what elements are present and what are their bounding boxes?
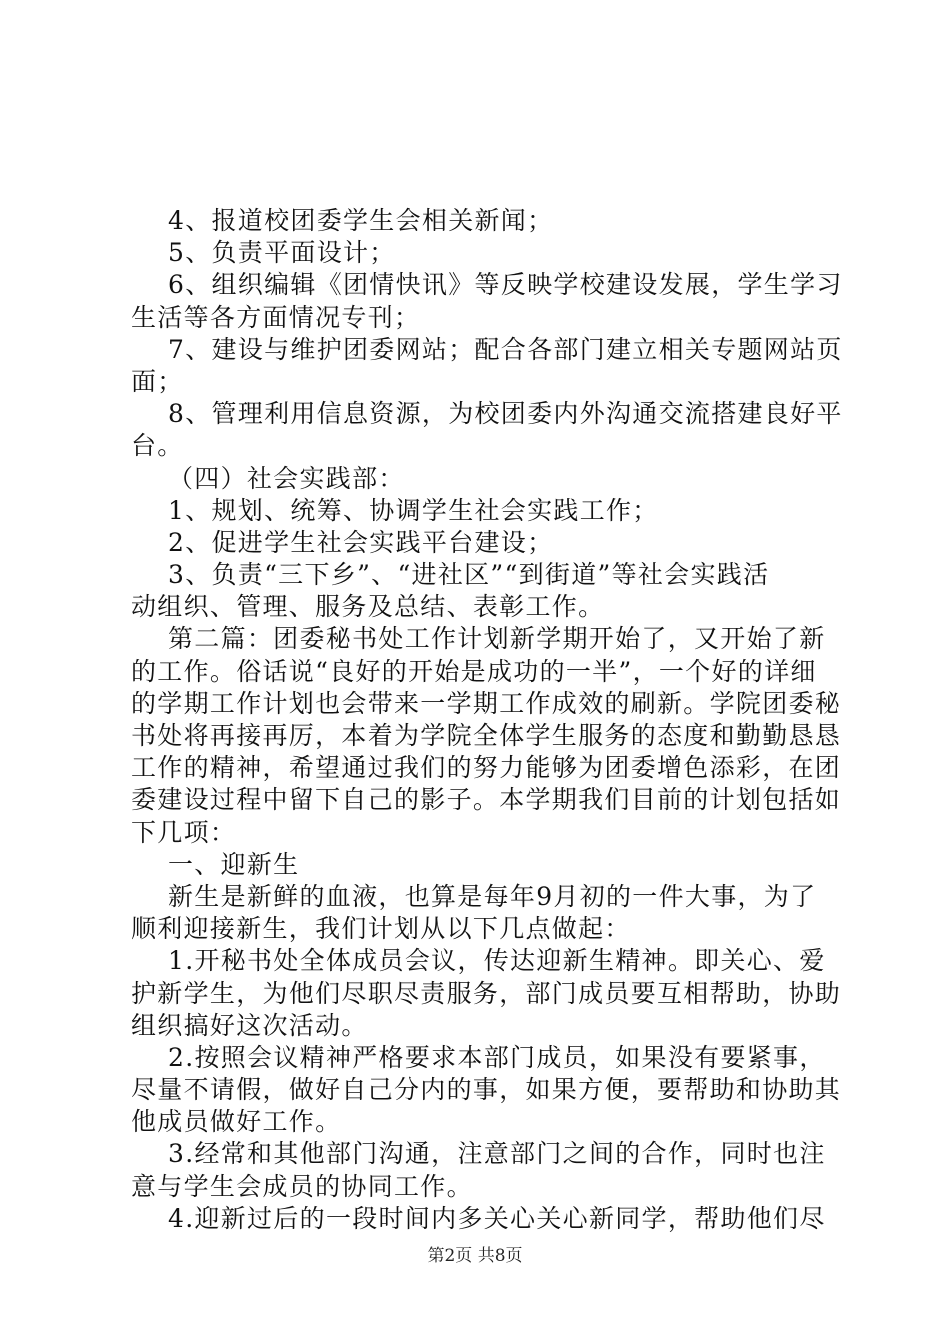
text-line: 4.迎新过后的一段时间内多关心关心新同学，帮助他们尽 — [131, 1203, 826, 1233]
text-line: 台。 — [131, 431, 184, 461]
text-line: 面； — [131, 366, 184, 396]
text-line: 一、迎新生 — [131, 849, 300, 879]
text-line: 书处将再接再厉，本着为学院全体学生服务的态度和勤勤恳恳 — [131, 721, 842, 750]
text-line: 他成员做好工作。 — [131, 1107, 342, 1137]
text-line: 新生是新鲜的血液，也算是每年9月初的一件大事，为了 — [131, 881, 817, 911]
text-line: 1、规划、统筹、协调学生社会实践工作； — [131, 495, 659, 525]
text-line: 生活等各方面情况专刊； — [131, 302, 421, 332]
document-body — [131, 205, 843, 1235]
text-line: 委建设过程中留下自己的影子。本学期我们目前的计划包括如 — [131, 785, 842, 815]
text-line: 4、报道校团委学生会相关新闻； — [131, 206, 554, 235]
text-line: 6、组织编辑《团情快讯》等反映学校建设发展，学生学习 — [131, 270, 843, 300]
text-line: 下几项： — [131, 817, 237, 847]
text-line: 组织搞好这次活动。 — [131, 1010, 368, 1040]
text-line: 3、负责“三下乡”、“进社区”“到街道”等社会实践活 — [131, 560, 770, 590]
text-line: 5、负责平面设计； — [131, 238, 396, 268]
text-line: 尽量不请假，做好自己分内的事，如果方便，要帮助和协助其 — [131, 1075, 842, 1105]
text-line: （四）社会实践部： — [131, 463, 405, 493]
text-line: 工作的精神，希望通过我们的努力能够为团委增色添彩，在团 — [131, 753, 842, 783]
text-line: 8、管理利用信息资源，为校团委内外沟通交流搭建良好平 — [131, 399, 843, 429]
text-line: 的学期工作计划也会带来一学期工作成效的刷新。学院团委秘 — [131, 688, 842, 718]
text-line: 意与学生会成员的协同工作。 — [131, 1171, 473, 1201]
text-line: 7、建设与维护团委网站；配合各部门建立相关专题网站页 — [131, 334, 843, 364]
text-line: 顺利迎接新生，我们计划从以下几点做起： — [131, 914, 631, 944]
text-line: 第二篇：团委秘书处工作计划新学期开始了，又开始了新 — [131, 624, 826, 654]
text-line: 动组织、管理、服务及总结、表彰工作。 — [131, 592, 605, 622]
text-line: 2、促进学生社会实践平台建设； — [131, 527, 554, 557]
text-line: 3.经常和其他部门沟通，注意部门之间的合作，同时也注 — [131, 1139, 826, 1169]
text-line: 1.开秘书处全体成员会议，传达迎新生精神。即关心、爱 — [131, 946, 826, 976]
text-line: 护新学生，为他们尽职尽责服务，部门成员要互相帮助，协助 — [131, 978, 842, 1008]
text-line: 的工作。俗话说“良好的开始是成功的一半”，一个好的详细 — [131, 656, 817, 686]
page-footer: 第2页 共8页 — [427, 1246, 523, 1266]
text-line: 2.按照会议精神严格要求本部门成员，如果没有要紧事， — [131, 1042, 826, 1072]
